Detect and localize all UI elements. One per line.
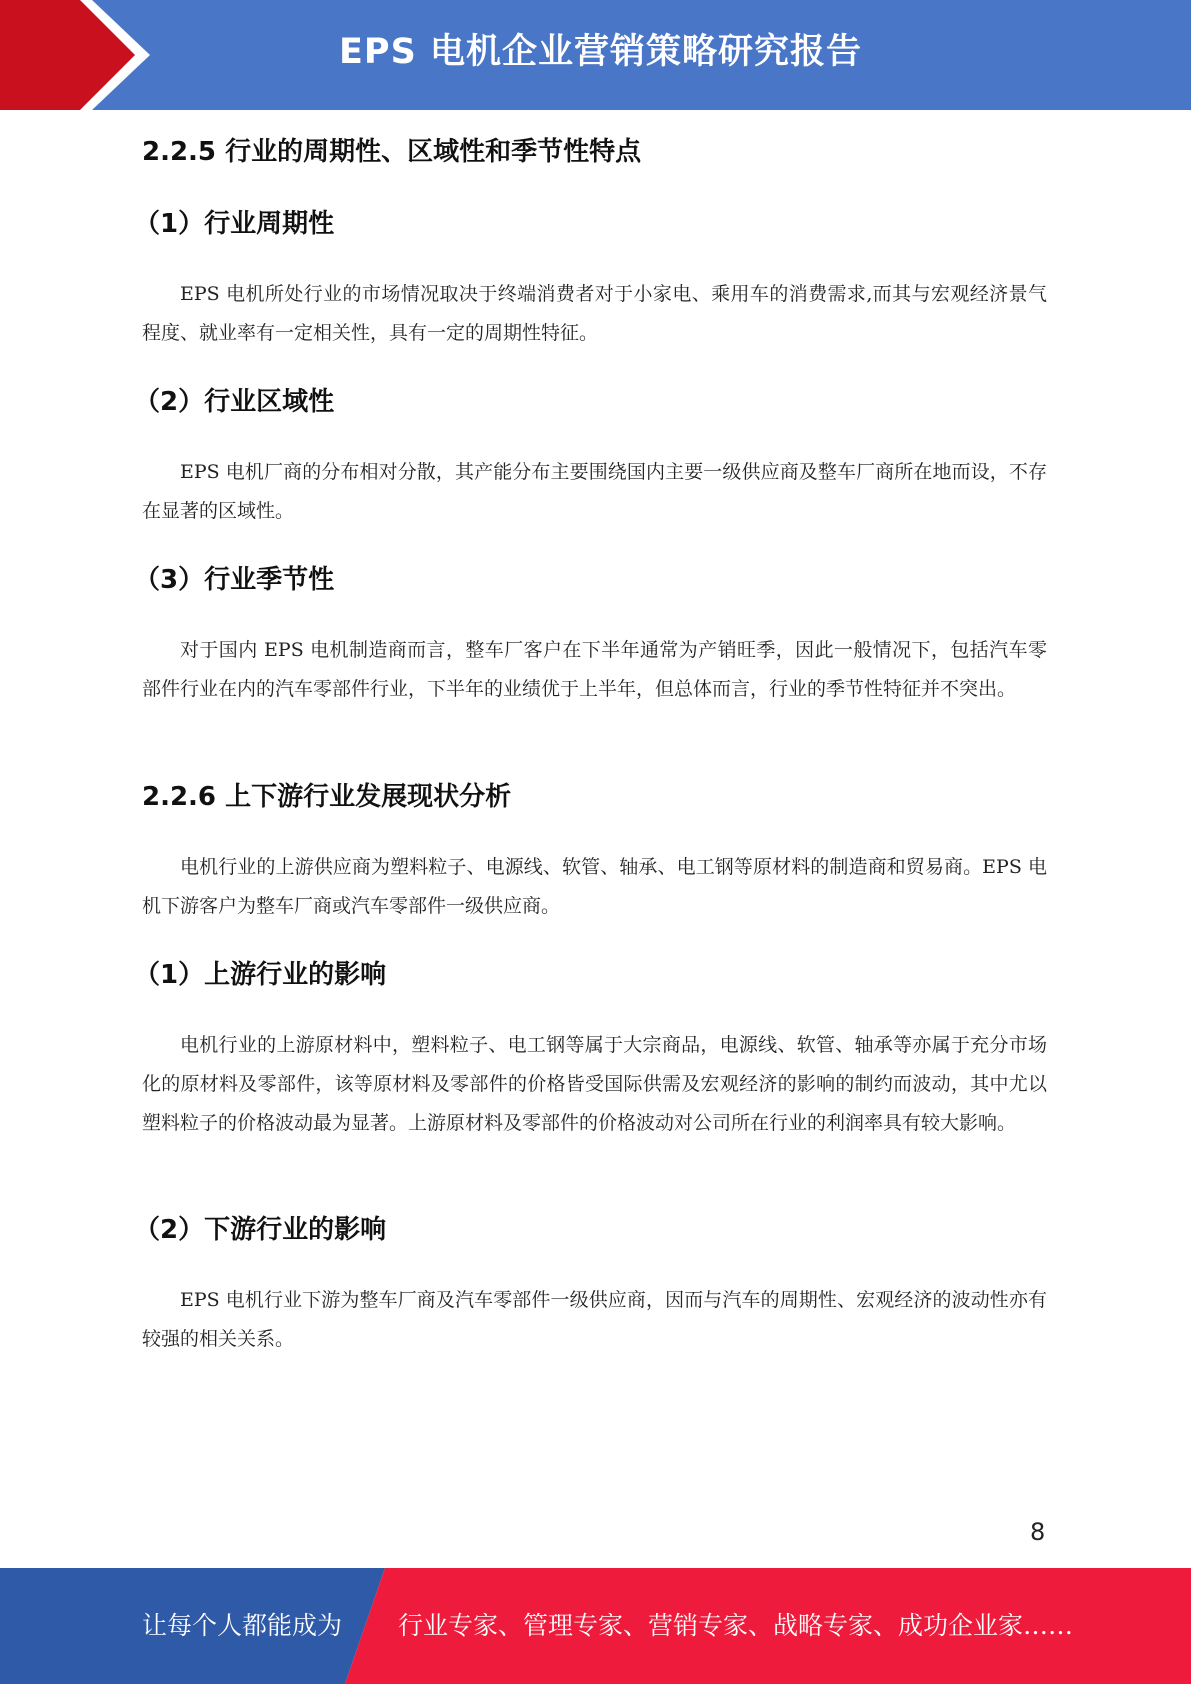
paragraph-downstream: EPS 电机行业下游为整车厂商及汽车零部件一级供应商，因而与汽车的周期性、宏观经济的波动性亦有较强的相关关系。 [142,1289,1047,1350]
paragraph-regionality: EPS 电机厂商的分布相对分散，其产能分布主要围绕国内主要一级供应商及整车厂商所在地而设，不存在显著的区域性。 [142,461,1047,522]
header-banner [0,0,1191,110]
report-title: EPS 电机企业营销策略研究报告 [339,32,862,72]
footer-banner [0,1568,1191,1684]
page-number: 8 [1030,1518,1046,1546]
section-heading-2-2-5: 2.2.5 行业的周期性、区域性和季节性特点 [142,137,642,167]
footer-slogan-left: 让每个人都能成为 [142,1611,343,1640]
subsection-heading-seasonality: （3）行业季节性 [134,565,335,595]
subsection-heading-downstream: （2）下游行业的影响 [134,1215,387,1245]
subsection-heading-cyclicality: （1）行业周期性 [134,209,335,239]
footer-slogan-right: 行业专家、管理专家、营销专家、战略专家、成功企业家…… [398,1611,1074,1640]
subsection-heading-upstream: （1）上游行业的影响 [134,960,387,990]
paragraph-upstream-downstream-intro: 电机行业的上游供应商为塑料粒子、电源线、软管、轴承、电工钢等原材料的制造商和贸易商。EPS 电机下游客户为整车厂商或汽车零部件一级供应商。 [142,856,1047,917]
section-heading-2-2-6: 2.2.6 上下游行业发展现状分析 [142,782,512,812]
paragraph-cyclicality: EPS 电机所处行业的市场情况取决于终端消费者对于小家电、乘用车的消费需求,而其与宏观经济景气程度、就业率有一定相关性，具有一定的周期性特征。 [142,283,1047,344]
subsection-heading-regionality: （2）行业区域性 [134,387,335,417]
paragraph-upstream: 电机行业的上游原材料中，塑料粒子、电工钢等属于大宗商品，电源线、软管、轴承等亦属于充分市场化的原材料及零部件，该等原材料及零部件的价格皆受国际供需及宏观经济的影响的制约而波动，其中尤以塑料粒子的价格波动最为显著。上游原材料及零部件的价格波动对公司所在行业的利润率具有较大影响。 [142,1034,1047,1134]
paragraph-seasonality: 对于国内 EPS 电机制造商而言，整车厂客户在下半年通常为产销旺季，因此一般情况下，包括汽车零部件行业在内的汽车零部件行业，下半年的业绩优于上半年，但总体而言，行业的季节性特征并不突出。 [142,639,1047,700]
